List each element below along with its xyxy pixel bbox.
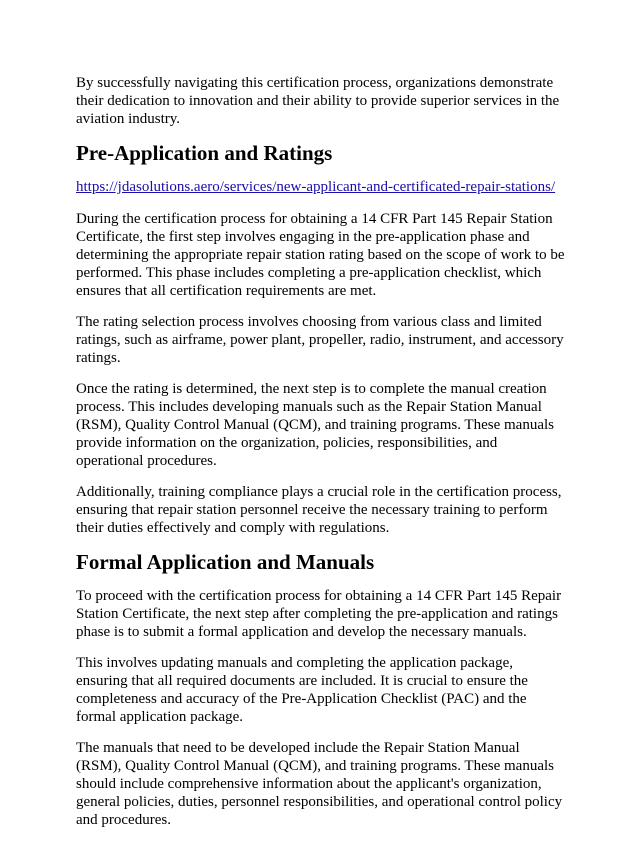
intro-paragraph: By successfully navigating this certification process, organizations demonstrate their dedication to innovation and their ability to provide superior services in the aviation industry. [76,75,560,127]
jdasolutions-link[interactable]: https://jdasolutions.aero/services/new-applicant-and-certificated-repair-stations/ [76,179,556,195]
section-heading-formal-application: Formal Application and Manuals [76,550,375,574]
section-heading-pre-application: Pre-Application and Ratings [76,141,333,165]
section2-paragraph-3: The manuals that need to be developed include the Repair Station Manual (RSM), Quality Control Manual (QCM), and training programs. These manuals should include comprehensive information about the applicant's organization, general policies, duties, personnel responsibilities, and operational control policy and procedures. [76,740,563,828]
link-paragraph [76,178,568,196]
section1-paragraph-4: Additionally, training compliance plays a crucial role in the certification process, ensuring that repair station personnel receive the necessary training to perform their duties effectively and comply with regulations. [76,484,562,536]
section2-paragraph-2: This involves updating manuals and completing the application package, ensuring that all required documents are included. It is crucial to ensure the completeness and accuracy of the Pre-Application Checklist (PAC) and the formal application package. [76,655,528,725]
document-page [76,74,568,842]
section1-paragraph-2: The rating selection process involves choosing from various class and limited ratings, such as airframe, power plant, propeller, radio, instrument, and accessory ratings. [76,314,564,366]
section1-paragraph-1: During the certification process for obtaining a 14 CFR Part 145 Repair Station Certificate, the first step involves engaging in the pre-application phase and determining the appropriate repair station rating based on the scope of work to be performed. This phase includes completing a pre-application checklist, which ensures that all certification requirements are met. [76,211,565,299]
section2-paragraph-1: To proceed with the certification process for obtaining a 14 CFR Part 145 Repair Station Certificate, the next step after completing the pre-application and ratings phase is to submit a formal application and develop the necessary manuals. [76,588,562,640]
section1-paragraph-3: Once the rating is determined, the next step is to complete the manual creation process. This includes developing manuals such as the Repair Station Manual (RSM), Quality Control Manual (QCM), and training programs. These manuals provide information on the organization, policies, responsibilities, and operational procedures. [76,381,554,469]
